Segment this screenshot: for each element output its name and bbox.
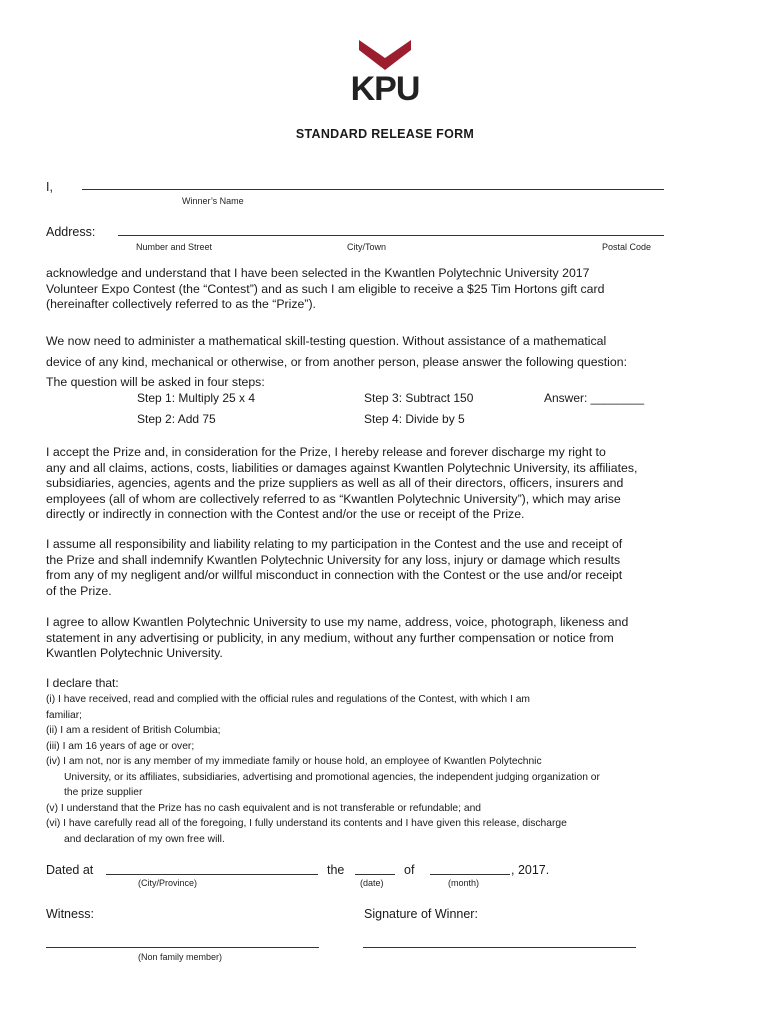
release-line: any and all claims, actions, costs, liabilities or damages against Kwantlen Polytechnic University, its affiliates,: [46, 460, 638, 475]
publicity-line: statement in any advertising or publicity, in any medium, without any further compensation or notice from: [46, 630, 614, 645]
release-line: employees (all of whom are collectively referred to as “Kwantlen Polytechnic University”), which may arise: [46, 491, 621, 506]
kpu-logo-text: KPU: [350, 70, 420, 108]
dated-year: , 2017.: [511, 863, 550, 877]
answer-field[interactable]: Answer: ________: [544, 391, 645, 405]
declarations-list: [46, 692, 726, 847]
declaration-item: (i) I have received, read and complied with the official rules and regulations of the Contest, with which I am familiar;: [46, 694, 531, 721]
step-3: Step 3: Subtract 150: [364, 391, 474, 405]
liability-line: the Prize and shall indemnify Kwantlen Polytechnic University for any loss, injury or damage which results: [46, 552, 621, 567]
street-caption: Number and Street: [136, 242, 213, 252]
dated-month-caption: (month): [448, 878, 480, 888]
dated-month-field[interactable]: [430, 874, 510, 875]
step-2: Step 2: Add 75: [137, 412, 216, 426]
liability-line: of the Prize.: [46, 583, 112, 598]
winner-name-caption: Winner’s Name: [182, 196, 244, 206]
publicity-paragraph: [46, 615, 726, 662]
dated-city-field[interactable]: [106, 874, 318, 875]
skill-line: We now need to administer a mathematical skill-testing question. Without assistance of a mathematical: [46, 334, 607, 348]
declaration-item: (vi) I have carefully read all of the foregoing, I fully understand its contents and I have given this release, discharge and declaration of my own free will.: [46, 818, 567, 845]
city-caption: City/Town: [347, 242, 387, 252]
address-label: Address:: [46, 225, 96, 239]
intro-line: (hereinafter collectively referred to as the “Prize”).: [46, 297, 316, 312]
skill-line: device of any kind, mechanical or otherwise, or from another person, please answer the following question:: [46, 354, 628, 369]
name-prefix: I,: [46, 180, 53, 194]
winner-name-field[interactable]: [82, 189, 664, 190]
witness-label: Witness:: [46, 907, 94, 921]
liability-line: I assume all responsibility and liability relating to my participation in the Contest and the use and receipt of: [46, 537, 623, 551]
release-line: I accept the Prize and, in consideration for the Prize, I hereby release and forever discharge my right to: [46, 445, 606, 459]
intro-line: acknowledge and understand that I have been selected in the Kwantlen Polytechnic University 2017: [46, 266, 590, 280]
postal-caption: Postal Code: [602, 242, 652, 252]
declaration-item: (ii) I am a resident of British Columbia;: [46, 725, 221, 736]
skill-line: The question will be asked in four steps:: [46, 375, 265, 389]
dated-of: of: [404, 863, 415, 877]
kpu-logo: [345, 38, 425, 108]
dated-date-field[interactable]: [355, 874, 395, 875]
winner-signature-field[interactable]: [363, 947, 636, 948]
declaration-item: (iv) I am not, nor is any member of my immediate family or house hold, an employee of Kwantlen Polytechnic University, or its affiliates, subsidiaries, advertising and promotional agencies, the independent judging organization or the prize supplier: [46, 756, 600, 798]
signature-label: Signature of Winner:: [364, 907, 478, 921]
liability-line: from any of my negligent and/or willful misconduct in connection with the Contest or the use and/or receipt: [46, 568, 623, 583]
witness-signature-field[interactable]: [46, 947, 319, 948]
liability-paragraph: [46, 537, 726, 599]
declaration-item: (iii) I am 16 years of age or over;: [46, 740, 195, 752]
form-title: STANDARD RELEASE FORM: [295, 127, 475, 141]
skill-paragraph: [46, 331, 736, 393]
dated-the: the: [327, 863, 345, 877]
step-4: Step 4: Divide by 5: [364, 412, 465, 426]
release-line: subsidiaries, agencies, agents and the prize suppliers as well as all of their directors, officers, insurers and: [46, 476, 624, 491]
intro-line: Volunteer Expo Contest (the “Contest”) and as such I am eligible to receive a $25 Tim Hortons gift card: [46, 281, 605, 296]
intro-paragraph: [46, 266, 726, 313]
dated-city-caption: (City/Province): [138, 878, 198, 888]
declare-heading: I declare that:: [46, 676, 119, 690]
dated-date-caption: (date): [360, 878, 384, 888]
release-line: directly or indirectly in connection with the Contest and/or the use or receipt of the Prize.: [46, 507, 525, 522]
address-field[interactable]: [118, 235, 664, 236]
witness-caption: (Non family member): [138, 952, 223, 962]
release-paragraph: [46, 445, 726, 523]
step-1: Step 1: Multiply 25 x 4: [137, 391, 256, 405]
publicity-line: I agree to allow Kwantlen Polytechnic University to use my name, address, voice, photograph, likeness and: [46, 615, 629, 629]
publicity-line: Kwantlen Polytechnic University.: [46, 646, 223, 661]
dated-prefix: Dated at: [46, 863, 94, 877]
declaration-item: (v) I understand that the Prize has no cash equivalent and is not transferable or refundable; and: [46, 802, 482, 814]
